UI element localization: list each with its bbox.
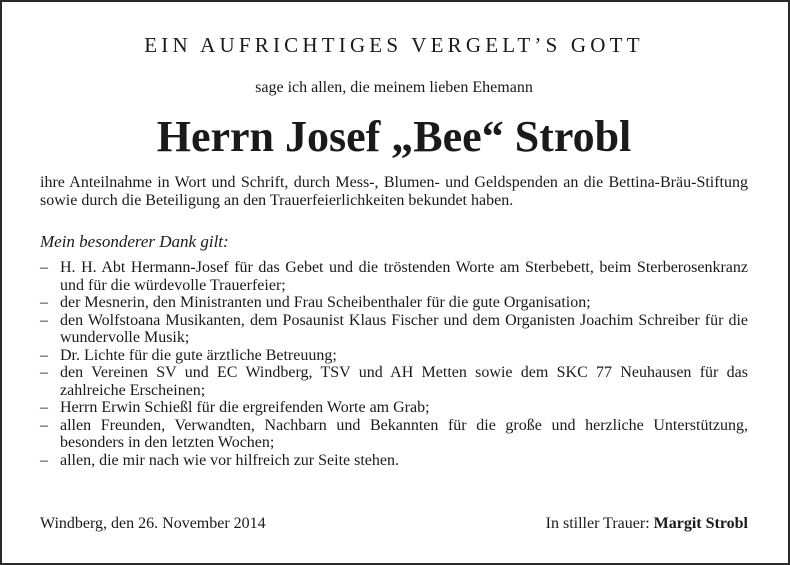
dash-bullet: –: [40, 451, 48, 469]
thanks-item-text: den Wolfstoana Musikanten, dem Posaunist Klaus Fischer und dem Organisten Joachim Schreiber für die wundervolle Musik;: [60, 311, 748, 346]
place-and-date: Windberg, den 26. November 2014: [40, 515, 266, 532]
signer-name: Margit Strobl: [653, 515, 748, 532]
notice-heading: EIN AUFRICHTIGES VERGELT’S GOTT: [144, 33, 644, 57]
dash-bullet: –: [40, 294, 48, 311]
dash-bullet: –: [40, 311, 48, 329]
thanks-item: [40, 312, 748, 347]
dash-bullet: –: [40, 259, 48, 276]
thanks-item-text: allen, die mir nach wie vor hilfreich zur Seite stehen.: [60, 451, 399, 469]
special-thanks-title: Mein besonderer Dank gilt:: [40, 232, 229, 251]
dash-bullet: –: [40, 346, 48, 364]
mourning-signature: [546, 514, 748, 534]
dash-bullet: –: [40, 399, 48, 416]
thanks-item-text: den Vereinen SV und EC Windberg, TSV und AH Metten sowie dem SKC 77 Neuhausen für das zahlreiche Erscheinen;: [60, 364, 748, 399]
thanks-item-text: H. H. Abt Hermann-Josef für das Gebet und die tröstenden Worte am Sterbebett, beim Sterberosenkranz und für die würdevolle Trauerfeier;: [60, 259, 748, 294]
thanks-item: [40, 364, 748, 399]
thanks-list: [40, 259, 748, 469]
thanks-item-text: der Mesnerin, den Ministranten und Frau Scheibenthaler für die gute Organisation;: [60, 294, 591, 311]
intro-line: sage ich allen, die meinem lieben Ehemann: [255, 79, 533, 96]
dash-bullet: –: [40, 364, 48, 381]
thanks-item: [40, 259, 748, 294]
acknowledgement-paragraph: ihre Anteilnahme in Wort und Schrift, durch Mess-, Blumen- und Geldspenden an die Bettina-Bräu-Stiftung sowie durch die Beteiligung an den Trauerfeierlichkeiten bekundet haben.: [40, 174, 748, 209]
deceased-name: Herrn Josef „Bee“ Strobl: [156, 112, 632, 161]
thanks-item: [40, 452, 748, 470]
thanks-item-text: Herrn Erwin Schießl für die ergreifenden Worte am Grab;: [60, 399, 430, 416]
thanks-item-text: allen Freunden, Verwandten, Nachbarn und Bekannten für die große und herzliche Unterstützung, besonders in den letzten Wochen;: [60, 416, 748, 451]
mourning-label: In stiller Trauer:: [545, 515, 650, 532]
dash-bullet: –: [40, 416, 48, 434]
thanks-item-text: Dr. Lichte für die gute ärztliche Betreuung;: [60, 346, 337, 364]
notice-footer: [40, 514, 748, 534]
thanks-item: [40, 417, 748, 452]
thanks-item: [40, 294, 748, 312]
thanks-item: [40, 347, 748, 365]
thanks-item: [40, 399, 748, 417]
